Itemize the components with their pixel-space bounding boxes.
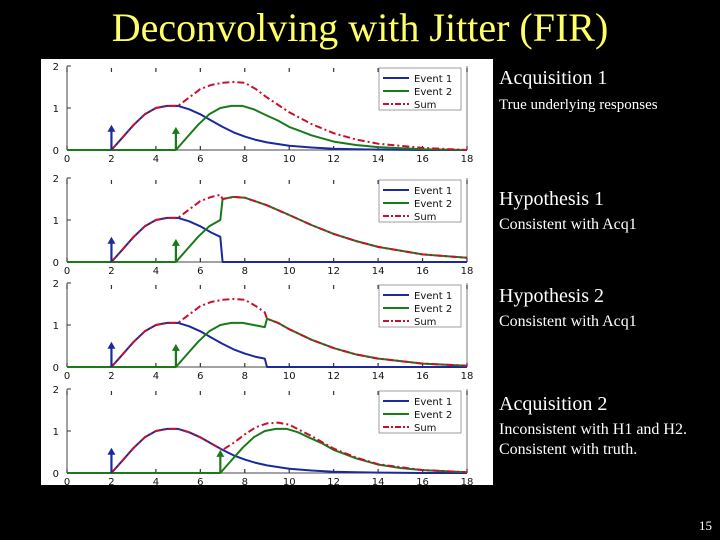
legend-label: Event 2	[414, 87, 453, 98]
charts-svg	[41, 59, 493, 485]
y-tick-label: 0	[52, 469, 59, 480]
series-line-event-1	[111, 218, 467, 262]
x-tick-label: 2	[108, 154, 115, 165]
y-tick-label: 0	[52, 363, 59, 374]
caption-subtitle: Consistent with Acq1	[499, 216, 637, 233]
x-tick-label: 18	[460, 266, 474, 277]
x-tick-label: 6	[197, 371, 204, 382]
legend-label: Event 2	[414, 304, 453, 315]
x-tick-label: 4	[152, 266, 160, 277]
x-tick-label: 0	[63, 154, 71, 165]
y-tick-label: 1	[52, 427, 59, 438]
y-tick-label: 0	[52, 258, 59, 269]
x-tick-label: 14	[371, 371, 385, 382]
caption-subtitle: True underlying responses	[499, 97, 658, 113]
x-tick-label: 16	[416, 154, 429, 165]
x-tick-label: 4	[152, 371, 160, 382]
x-tick-label: 12	[327, 266, 341, 277]
x-tick-label: 0	[63, 477, 71, 485]
caption-subtitle: Inconsistent with H1 and H2. Consistent with truth.	[499, 421, 687, 458]
x-tick-label: 14	[371, 154, 385, 165]
y-tick-label: 1	[52, 104, 59, 115]
caption-title: Hypothesis 2	[499, 285, 604, 307]
x-tick-label: 8	[241, 266, 248, 277]
x-tick-label: 18	[460, 371, 474, 382]
x-tick-label: 2	[108, 477, 115, 485]
event-arrow-1-head	[107, 237, 115, 244]
event-arrow-2-head	[172, 344, 180, 351]
legend-label: Event 1	[414, 186, 453, 197]
caption-hypothesis-2	[499, 284, 714, 332]
x-tick-label: 4	[152, 154, 160, 165]
legend-label: Sum	[414, 317, 437, 328]
x-tick-label: 2	[108, 371, 115, 382]
legend-label: Sum	[414, 100, 437, 111]
x-tick-label: 14	[371, 477, 385, 485]
x-tick-label: 6	[197, 154, 204, 165]
caption-acquisition-1	[499, 66, 714, 115]
x-tick-label: 16	[416, 266, 429, 277]
x-tick-label: 2	[108, 266, 115, 277]
y-tick-label: 2	[52, 385, 59, 396]
y-tick-label: 2	[52, 62, 59, 73]
y-tick-label: 2	[52, 279, 59, 290]
x-tick-label: 12	[327, 371, 341, 382]
event-arrow-2-head	[172, 239, 180, 246]
event-arrow-1-head	[107, 448, 115, 455]
legend-label: Sum	[414, 423, 437, 434]
x-tick-label: 8	[241, 154, 248, 165]
x-tick-label: 0	[63, 266, 71, 277]
y-tick-label: 0	[52, 146, 59, 157]
y-tick-label: 2	[52, 174, 59, 185]
x-tick-label: 18	[460, 477, 474, 485]
legend-label: Sum	[414, 212, 437, 223]
event-arrow-1-head	[107, 125, 115, 132]
x-tick-label: 16	[416, 477, 429, 485]
x-tick-label: 14	[371, 266, 385, 277]
x-tick-label: 4	[152, 477, 160, 485]
legend-label: Event 1	[414, 74, 453, 85]
y-tick-label: 1	[52, 216, 59, 227]
slide-title: Deconvolving with Jitter (FIR)	[111, 5, 609, 50]
caption-title: Acquisition 2	[499, 393, 608, 415]
plot-panel	[41, 59, 493, 485]
legend-label: Event 2	[414, 410, 453, 421]
x-tick-label: 18	[460, 154, 474, 165]
x-tick-label: 10	[282, 371, 296, 382]
x-tick-label: 12	[327, 154, 341, 165]
caption-acquisition-2	[499, 392, 714, 460]
caption-subtitle: Consistent with Acq1	[499, 313, 637, 330]
event-arrow-2-head	[172, 127, 180, 134]
x-tick-label: 8	[241, 477, 248, 485]
x-tick-label: 8	[241, 371, 248, 382]
legend-label: Event 1	[414, 397, 453, 408]
legend-label: Event 2	[414, 199, 453, 210]
x-tick-label: 10	[282, 477, 296, 485]
chart-1	[53, 62, 474, 165]
page-number: 15	[699, 518, 712, 533]
chart-3	[53, 279, 474, 382]
y-tick-label: 1	[52, 321, 59, 332]
caption-title: Hypothesis 1	[499, 188, 604, 210]
caption-hypothesis-1	[499, 187, 714, 235]
x-tick-label: 16	[416, 371, 429, 382]
x-tick-label: 10	[282, 266, 296, 277]
series-line-event-1	[111, 429, 467, 473]
x-tick-label: 12	[327, 477, 341, 485]
chart-4	[53, 385, 474, 485]
x-tick-label: 0	[63, 371, 71, 382]
event-arrow-1-head	[107, 342, 115, 349]
chart-2	[53, 174, 474, 277]
caption-title: Acquisition 1	[499, 67, 608, 89]
legend-label: Event 1	[414, 291, 453, 302]
x-tick-label: 6	[197, 266, 204, 277]
x-tick-label: 6	[197, 477, 204, 485]
x-tick-label: 10	[282, 154, 296, 165]
